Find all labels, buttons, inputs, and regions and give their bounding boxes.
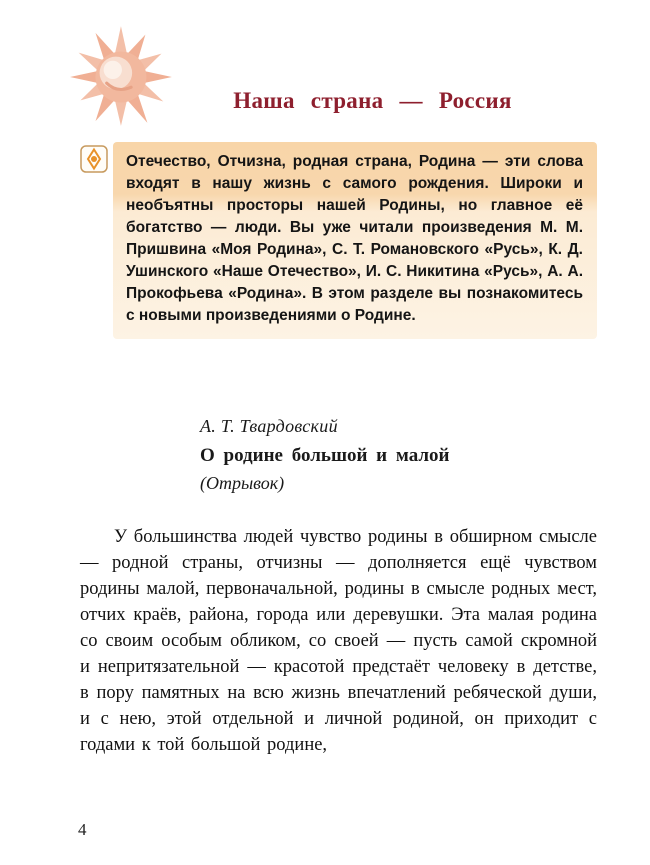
work-title: О родине большой и малой bbox=[200, 445, 450, 466]
author-name: А. Т. Твардовский bbox=[200, 416, 338, 436]
sun-illustration-icon bbox=[68, 20, 180, 132]
intro-section bbox=[80, 142, 597, 339]
intro-box-text: Отечество, Отчизна, родная страна, Родина — эти слова входят в нашу жизнь с самого рождения. Широки и необъятны просторы нашей Родины, но главное её богатство — люди. Вы уже читали произведения М. М. Пришвина «Моя Родина», С. Т. Романовского «Русь», К. Д. Ушинского «Наше Отечество», И. С. Никитина «Русь», А. А. Прокофьева «Родина». В этом разделе вы познакомитесь с новыми произведениями о Родине. bbox=[113, 142, 597, 339]
page-number: 4 bbox=[78, 820, 87, 839]
work-subtitle: (Отрывок) bbox=[200, 473, 285, 493]
work-heading bbox=[200, 416, 449, 494]
chapter-title: Наша страна — Россия bbox=[233, 88, 512, 113]
body-paragraph: У большинства людей чувство родины в обширном смысле — родной страны, отчизны — дополняется ещё чувством родины малой, первоначальной, родины в смысле родных мест, отчих краёв, района, города или деревушки. Эта малая родина со своим особым обликом, со своей — пусть самой скромной и непритязательной — красотой предстаёт человеку в детстве, в пору памятных на всю жизнь впечатлений ребяческой души, и с нею, этой отдельной и личной родиной, он приходит с годами к той большой родине, bbox=[80, 526, 597, 755]
diamond-marker-icon bbox=[80, 145, 108, 173]
